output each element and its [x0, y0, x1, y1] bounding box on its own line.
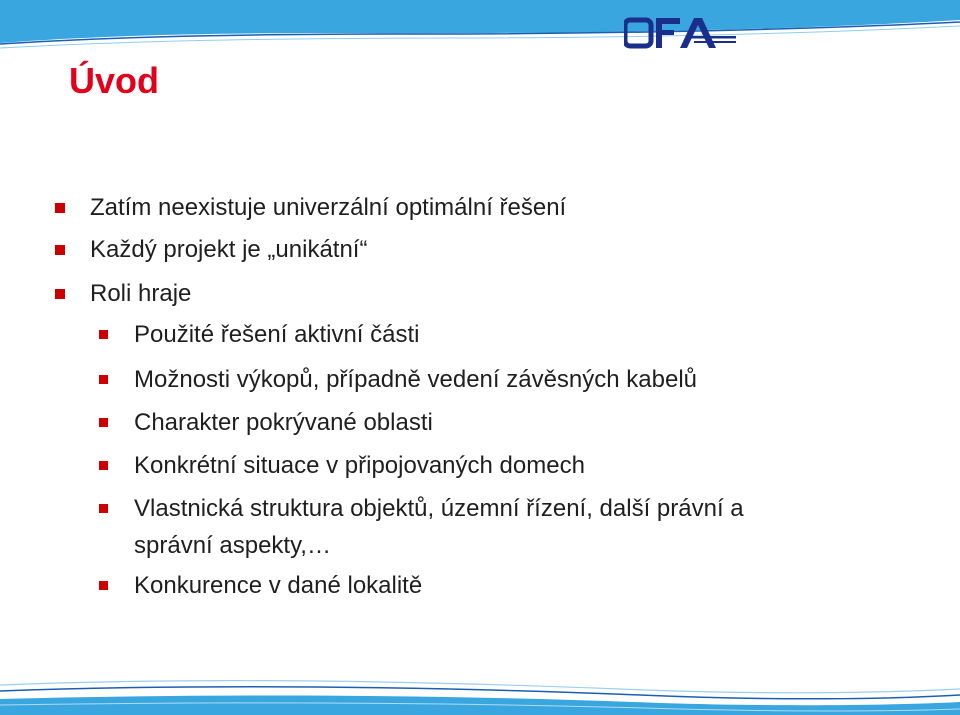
sub-bullet-item — [134, 569, 914, 603]
sub-bullet-continuation — [134, 529, 914, 563]
bullet-text: Vlastnická struktura objektů, územní řízení, další právní a — [134, 495, 744, 522]
sub-bullet-item — [134, 406, 914, 440]
bullet-text: Zatím neexistuje univerzální optimální řešení — [90, 194, 567, 221]
bullet-text: Konkrétní situace v připojovaných domech — [134, 452, 585, 479]
square-bullet-icon — [55, 203, 65, 213]
square-bullet-icon — [99, 418, 108, 427]
square-bullet-icon — [99, 375, 108, 384]
square-bullet-icon — [55, 289, 65, 299]
square-bullet-icon — [99, 330, 108, 339]
bullet-text: Konkurence v dané lokalitě — [134, 572, 423, 599]
bullet-item — [90, 191, 566, 225]
sub-bullet-item — [134, 318, 914, 352]
bottom-wave-decoration — [0, 675, 960, 715]
bullet-text: Použité řešení aktivní části — [134, 321, 420, 348]
bullet-item — [90, 233, 367, 267]
bullet-text: Každý projekt je „unikátní“ — [90, 236, 368, 263]
square-bullet-icon — [99, 461, 108, 470]
square-bullet-icon — [99, 581, 108, 590]
bullet-text: Charakter pokrývané oblasti — [134, 409, 433, 436]
square-bullet-icon — [55, 245, 65, 255]
bullet-text: Roli hraje — [90, 280, 192, 307]
bullet-text: Možnosti výkopů, případně vedení závěsných kabelů — [134, 366, 698, 393]
slide-title: Úvod — [69, 60, 159, 101]
bullet-item — [90, 277, 191, 311]
sub-bullet-item — [134, 449, 914, 483]
bullet-text: správní aspekty,… — [134, 532, 331, 559]
sub-bullet-item — [134, 492, 914, 526]
square-bullet-icon — [99, 504, 108, 513]
sub-bullet-item — [134, 363, 914, 397]
